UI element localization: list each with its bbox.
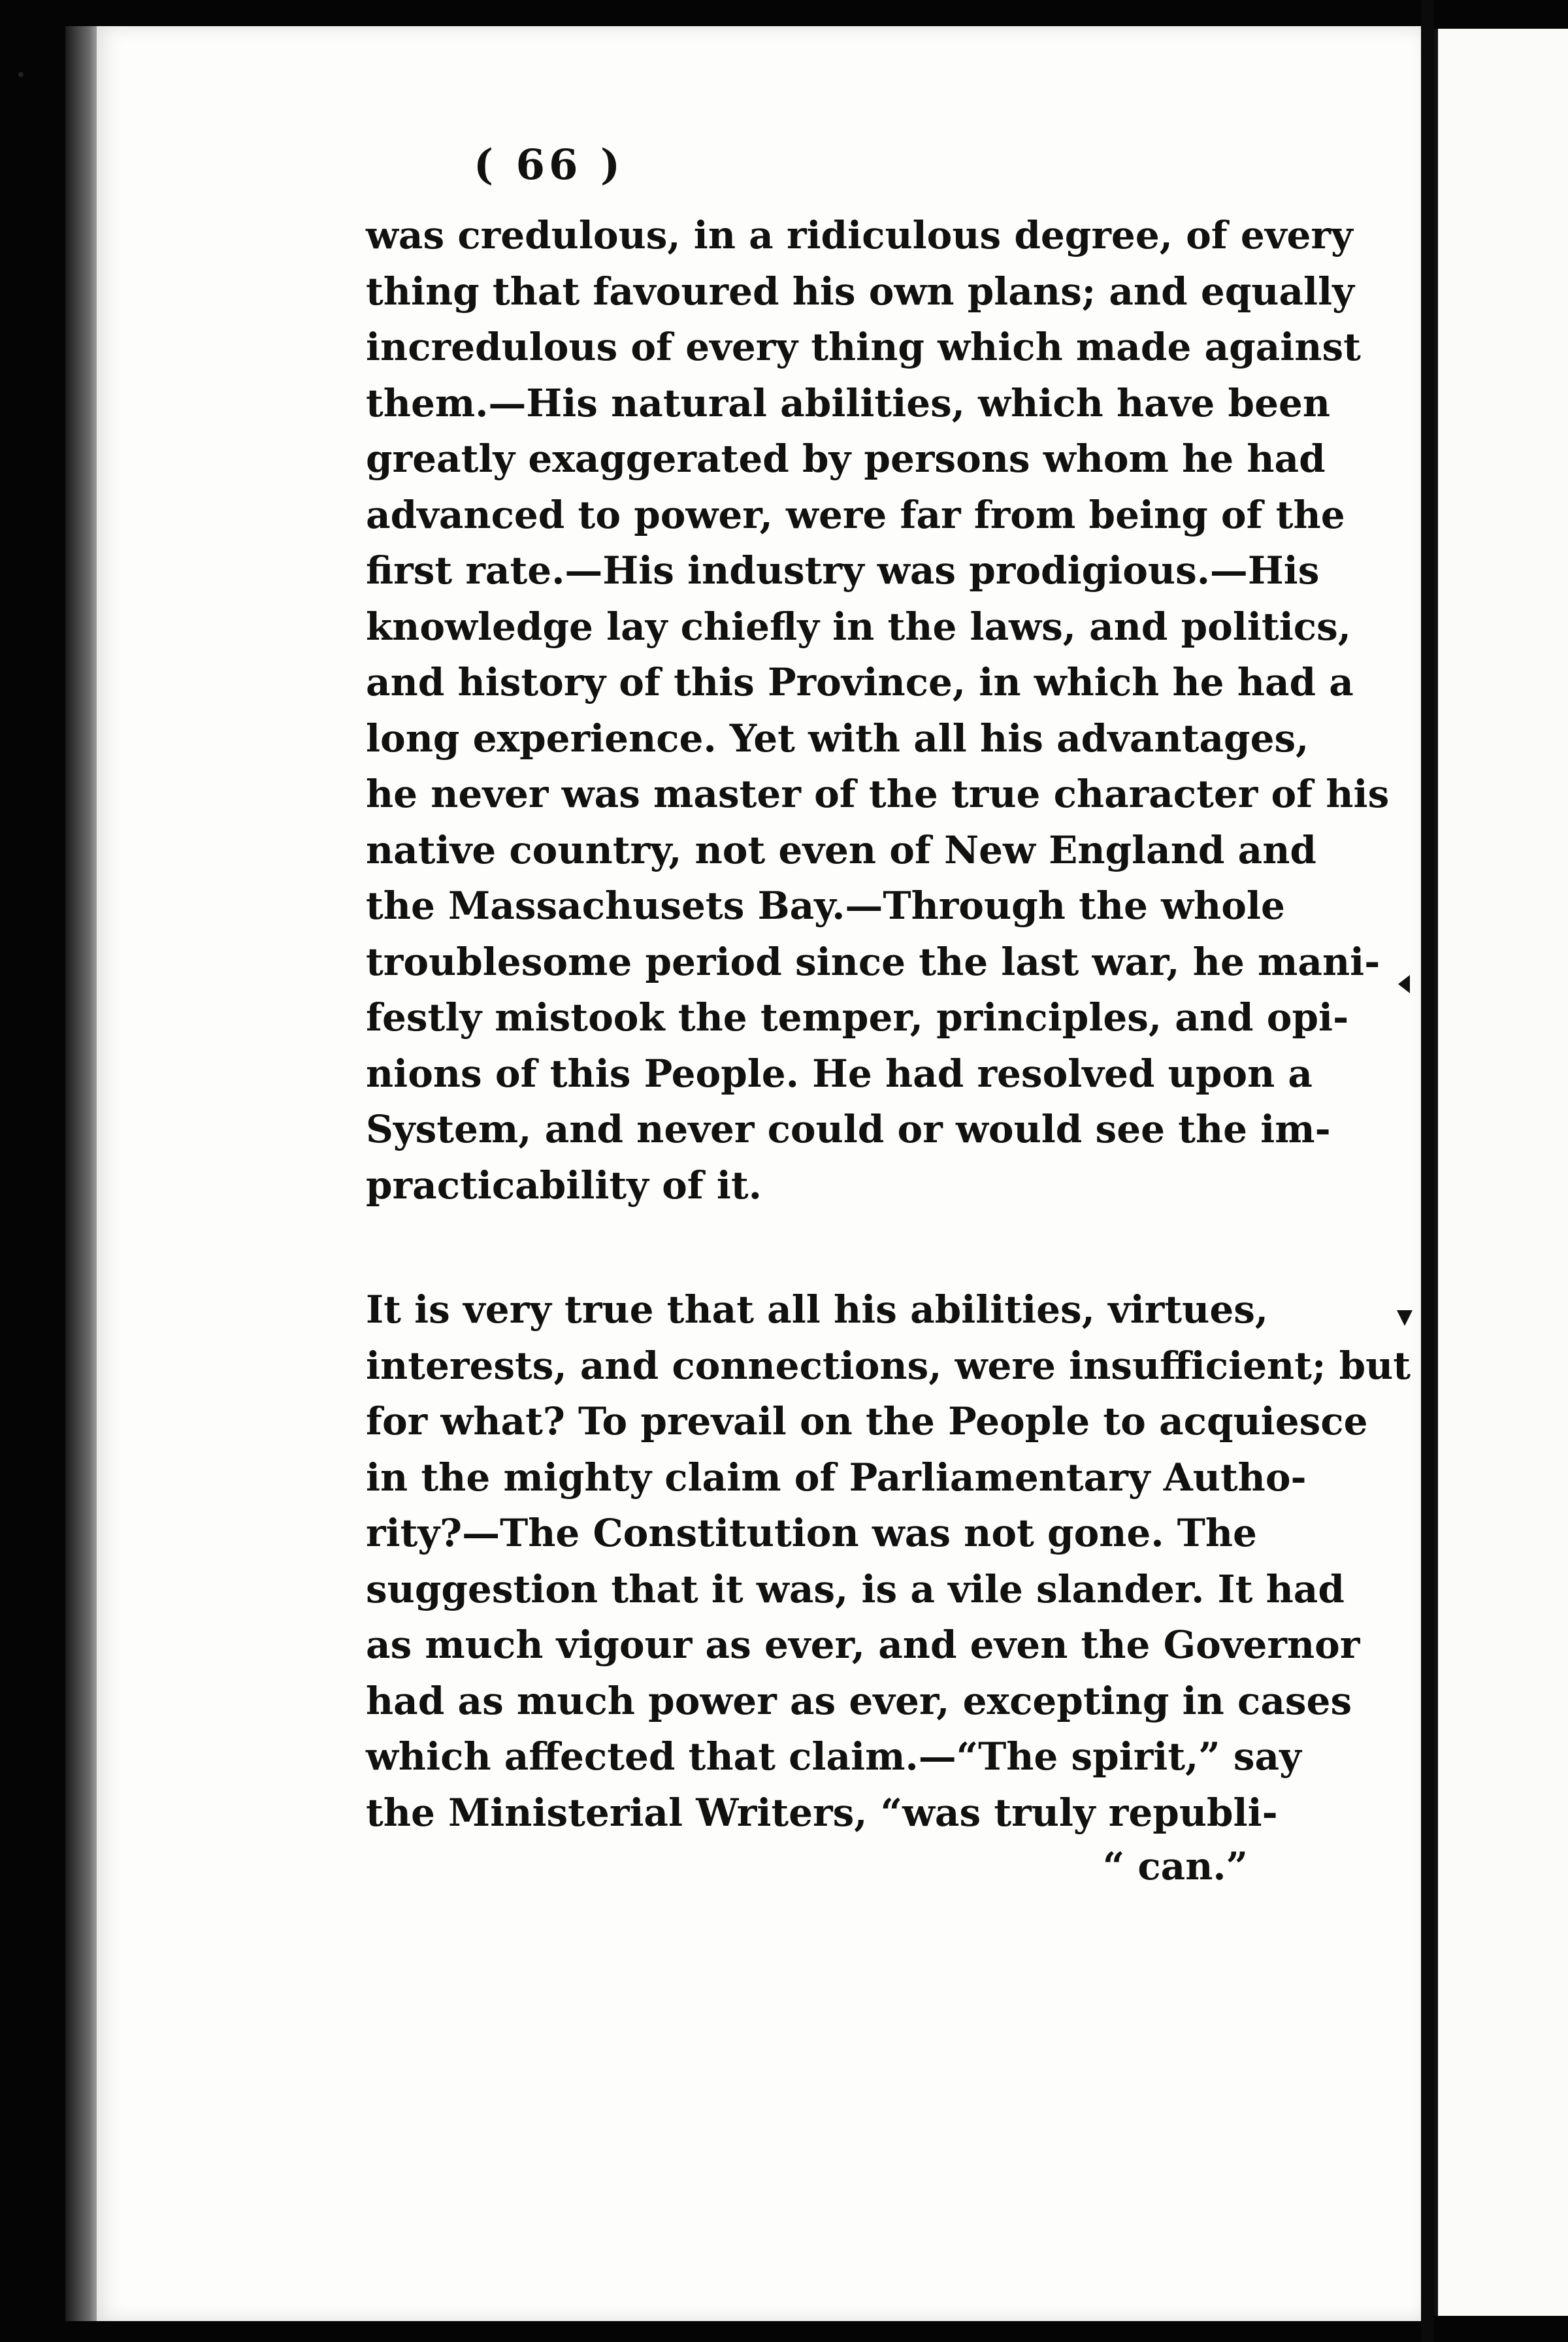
text-line: nions of this People. He had resolved upon a [366,1051,1313,1096]
page-text [366,140,1411,1889]
text-line: them.—His natural abilities, which have been [366,380,1331,425]
paragraph-2 [366,1282,1411,1841]
text-line: the Massachusets Bay.—Through the whole [366,883,1285,928]
text-line: long experience. Yet with all his advantages, [366,716,1309,761]
text-line: the Ministerial Writers, “was truly republi- [366,1790,1278,1835]
text-line: for what? To prevail on the People to acquiesce [366,1399,1368,1443]
text-line: native country, not even of New England and [366,827,1316,872]
facing-page-edge [1434,29,1568,2316]
text-line: as much vigour as ever, and even the Governor [366,1623,1360,1667]
text-line: interests, and connections, were insufficient; but [366,1343,1411,1388]
text-line: knowledge lay chiefly in the laws, and politics, [366,604,1351,649]
text-line: was credulous, in a ridiculous degree, of every [366,213,1353,257]
text-line: practicability of it. [366,1163,762,1208]
text-line: rity?—The Constitution was not gone. The [366,1511,1257,1555]
text-line: and history of this Province, in which he had a [366,660,1354,704]
text-line: which affected that claim.—“The spirit,” say [366,1734,1301,1779]
text-line: System, and never could or would see the im- [366,1107,1331,1151]
paragraph-spacer [366,1213,1248,1282]
text-line: suggestion that it was, is a vile slander. It had [366,1566,1345,1611]
text-line: It is very true that all his abilities, virtues, [366,1287,1269,1332]
text-line: festly mistook the temper, principles, and opi- [366,995,1349,1040]
text-line: he never was master of the true character of his [366,772,1390,816]
text-line: greatly exaggerated by persons whom he had [366,437,1326,481]
margin-mark-icon [1398,975,1410,993]
catchword-row [366,1843,1248,1889]
speck [18,72,24,77]
paragraph-1 [366,208,1390,1213]
book-gutter [1421,0,1434,2342]
text-line: first rate.—His industry was prodigious.—His [366,548,1320,593]
text-line: in the mighty claim of Parliamentary Autho- [366,1455,1307,1500]
text-line: troublesome period since the last war, he mani- [366,939,1380,984]
margin-mark-icon [1397,1310,1413,1326]
text-line: incredulous of every thing which made against [366,325,1361,369]
text-line: had as much power as ever, excepting in cases [366,1678,1352,1723]
page-number: ( 66 ) [473,140,625,190]
text-line: thing that favoured his own plans; and equally [366,269,1354,314]
catchword: “ can.” [1102,1844,1248,1888]
text-line: advanced to power, were far from being of the [366,492,1345,537]
